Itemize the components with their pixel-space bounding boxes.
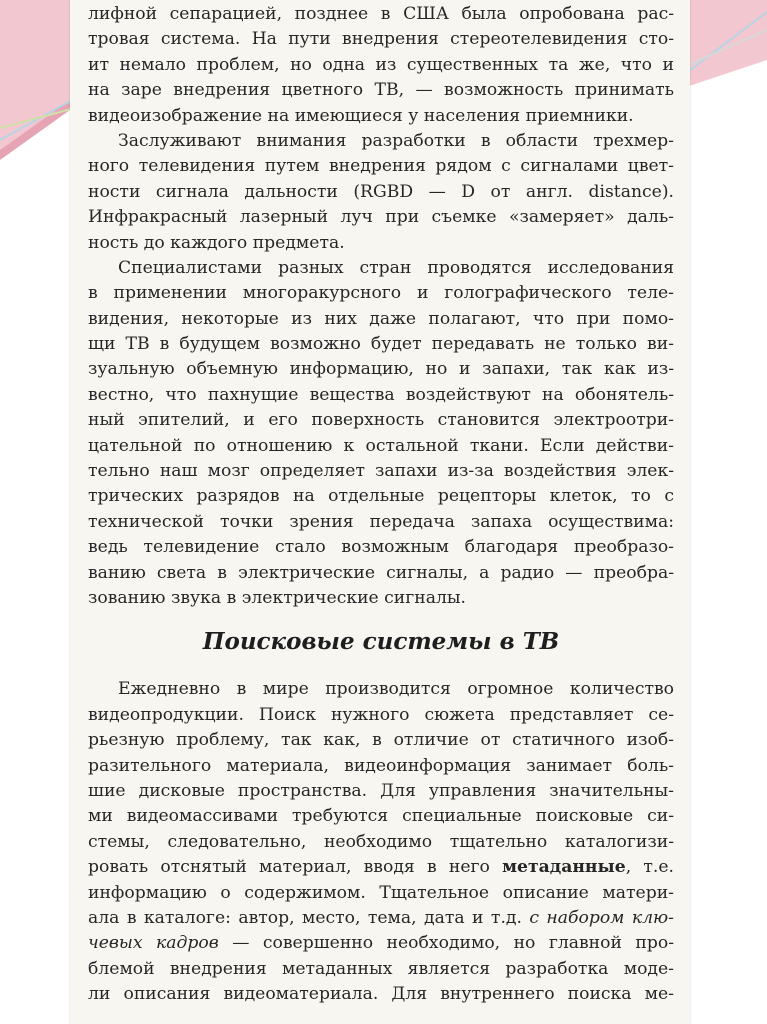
text-line: ми видеомассивами требуются специальные поисковые си- bbox=[88, 806, 674, 827]
text-line bbox=[88, 906, 674, 931]
text-line: Заслуживают внимания разработки в области трехмер- bbox=[118, 130, 674, 151]
italic-phrase: с набором клю- bbox=[529, 907, 674, 928]
text-line bbox=[88, 931, 674, 956]
text-line: блемой внедрения метаданных является разработка моде- bbox=[88, 958, 674, 979]
text-line: цательной по отношению к остальной ткани. Если действи- bbox=[88, 435, 674, 456]
text-line: видения, некоторые из них даже полагают, что при помо- bbox=[88, 308, 674, 329]
section-heading: Поисковые системы в ТВ bbox=[202, 628, 560, 656]
text-line: на заре внедрения цветного ТВ, — возможность принимать bbox=[88, 80, 674, 101]
text-line: ли описания видеоматериала. Для внутреннего поиска ме- bbox=[88, 984, 674, 1005]
text-line: ведь телевидение стало возможным благодаря преобразо- bbox=[88, 537, 674, 558]
text-line: трических разрядов на отдельные рецепторы клеток, то с bbox=[88, 486, 674, 507]
text-line: стемы, следовательно, необходимо тщательно каталогизи- bbox=[88, 831, 674, 852]
text-line: тельно наш мозг определяет запахи из-за воздействия элек- bbox=[88, 461, 674, 482]
decorative-corner-right bbox=[677, 0, 767, 110]
text-line: вестно, что пахнущие вещества воздействуют на обонятель- bbox=[88, 384, 674, 405]
text-line: ит немало проблем, но одна из существенных та же, что и bbox=[88, 54, 674, 75]
text-run: — совершенно необходимо, но главной про- bbox=[218, 933, 674, 954]
text-line bbox=[88, 855, 674, 880]
text-line: рьезную проблему, так как, в отличие от статичного изоб- bbox=[88, 730, 674, 751]
text-line: ности сигнала дальности (RGBD — D от англ. distance). bbox=[88, 181, 674, 202]
text-line: видеоизображение на имеющиеся у населения приемники. bbox=[88, 105, 634, 126]
italic-phrase: чевых кадров bbox=[88, 933, 219, 954]
text-run: ала в каталоге: автор, место, тема, дата и т.д. bbox=[88, 907, 530, 928]
text-line: Ежедневно в мире производится огромное количество bbox=[118, 679, 674, 700]
text-line: зованию звука в электрические сигналы. bbox=[88, 587, 467, 608]
text-line: лифной сепарацией, позднее в США была опробована рас- bbox=[88, 4, 674, 24]
text-line: ный эпителий, и его поверхность становится электроотри- bbox=[88, 410, 674, 431]
text-line: Специалистами разных стран проводятся исследования bbox=[118, 257, 674, 278]
text-line: разительного материала, видеоинформация занимает боль- bbox=[88, 755, 674, 776]
text-line: щи ТВ в будущем возможно будет передавать не только ви- bbox=[88, 334, 674, 355]
text-line: ванию света в электрические сигналы, а радио — преобра- bbox=[88, 562, 674, 583]
text-line: ность до каждого предмета. bbox=[88, 232, 345, 253]
text-line: шие дисковые пространства. Для управления значительны- bbox=[88, 780, 674, 801]
text-run: ровать отснятый материал, вводя в него bbox=[88, 857, 503, 878]
text-run: , т.е. bbox=[625, 857, 674, 878]
bold-term: метаданные bbox=[502, 857, 626, 878]
text-line: зуальную объемную информацию, но и запахи, так как из- bbox=[88, 359, 674, 380]
text-line: информацию о содержимом. Тщательное описание матери- bbox=[88, 882, 674, 903]
text-line: тровая система. На пути внедрения стереотелевидения сто- bbox=[88, 29, 674, 50]
text-line: ного телевидения путем внедрения рядом с сигналами цвет- bbox=[88, 156, 674, 177]
text-line: технической точки зрения передача запаха осуществима: bbox=[88, 511, 674, 532]
text-line: в применении многоракурсного и голографического теле- bbox=[88, 283, 674, 304]
text-line: Инфракрасный лазерный луч при съемке «замеряет» даль- bbox=[88, 207, 674, 228]
book-page bbox=[70, 0, 690, 1024]
text-line: видеопродукции. Поиск нужного сюжета представляет се- bbox=[88, 704, 674, 725]
page-text bbox=[88, 2, 674, 1007]
